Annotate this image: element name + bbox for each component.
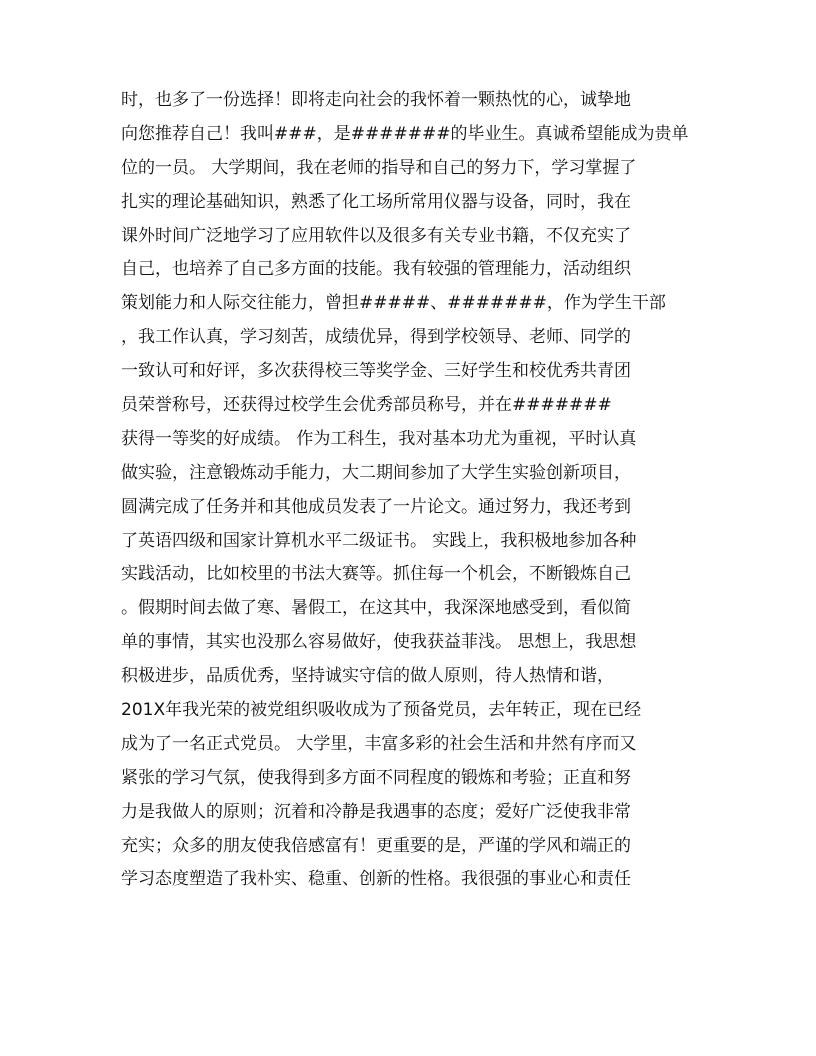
text-line: 积极进步，品质优秀，坚持诚实守信的做人原则，待人热情和谐， [121,666,614,687]
text-line: 力是我做人的原则；沉着和冷静是我遇事的态度；爱好广泛使我非常 [121,801,631,822]
text-line: 课外时间广泛地学习了应用软件以及很多有关专业书籍，不仅充实了 [121,225,631,246]
text-line: 扎实的理论基础知识，熟悉了化工场所常用仪器与设备，同时，我在 [121,191,631,212]
text-line: 了英语四级和国家计算机水平二级证书。 实践上，我积极地参加各种 [121,530,637,551]
text-line: ，我工作认真，学习刻苦，成绩优异，得到学校领导、老师、同学的 [121,327,631,348]
text-line: 向您推荐自己！我叫###，是#######的毕业生。真诚希望能成为贵单 [121,123,689,144]
text-line: 做实验，注意锻炼动手能力，大二期间参加了大学生实验创新项目， [121,462,631,483]
text-line: 实践活动，比如校里的书法大赛等。抓住每一个机会，不断锻炼自己 [121,564,631,585]
body-text [121,84,689,897]
text-line: 自己，也培养了自己多方面的技能。我有较强的管理能力，活动组织 [121,259,631,280]
text-line: 成为了一名正式党员。 大学里，丰富多彩的社会生活和井然有序而又 [121,733,637,754]
text-line: 紧张的学习气氛，使我得到多方面不同程度的锻炼和考验；正直和努 [121,767,631,788]
text-line: 圆满完成了任务并和其他成员发表了一片论文。通过努力，我还考到 [121,496,631,517]
text-line: 。假期时间去做了寒、暑假工，在这其中，我深深地感受到，看似简 [121,598,631,619]
text-line: 单的事情，其实也没那么容易做好，使我获益菲浅。 思想上，我思想 [121,632,637,653]
text-line: 员荣誉称号，还获得过校学生会优秀部员称号，并在####### [121,395,612,416]
text-line: 策划能力和人际交往能力，曾担#####、#######，作为学生干部 [121,293,666,314]
text-line: 充实；众多的朋友使我倍感富有！更重要的是，严谨的学风和端正的 [121,835,631,856]
text-line: 时，也多了一份选择！即将走向社会的我怀着一颗热忱的心，诚挚地 [121,90,631,110]
text-line: 201X年我光荣的被党组织吸收成为了预备党员，去年转正，现在已经 [121,700,642,721]
text-line: 位的一员。 大学期间，我在老师的指导和自己的努力下，学习掌握了 [121,157,637,178]
text-line: 一致认可和好评，多次获得校三等奖学金、三好学生和校优秀共青团 [121,361,631,382]
text-line: 获得一等奖的好成绩。 作为工科生，我对基本功尤为重视，平时认真 [121,428,637,449]
text-line: 学习态度塑造了我朴实、稳重、创新的性格。我很强的事业心和责任 [121,869,631,890]
